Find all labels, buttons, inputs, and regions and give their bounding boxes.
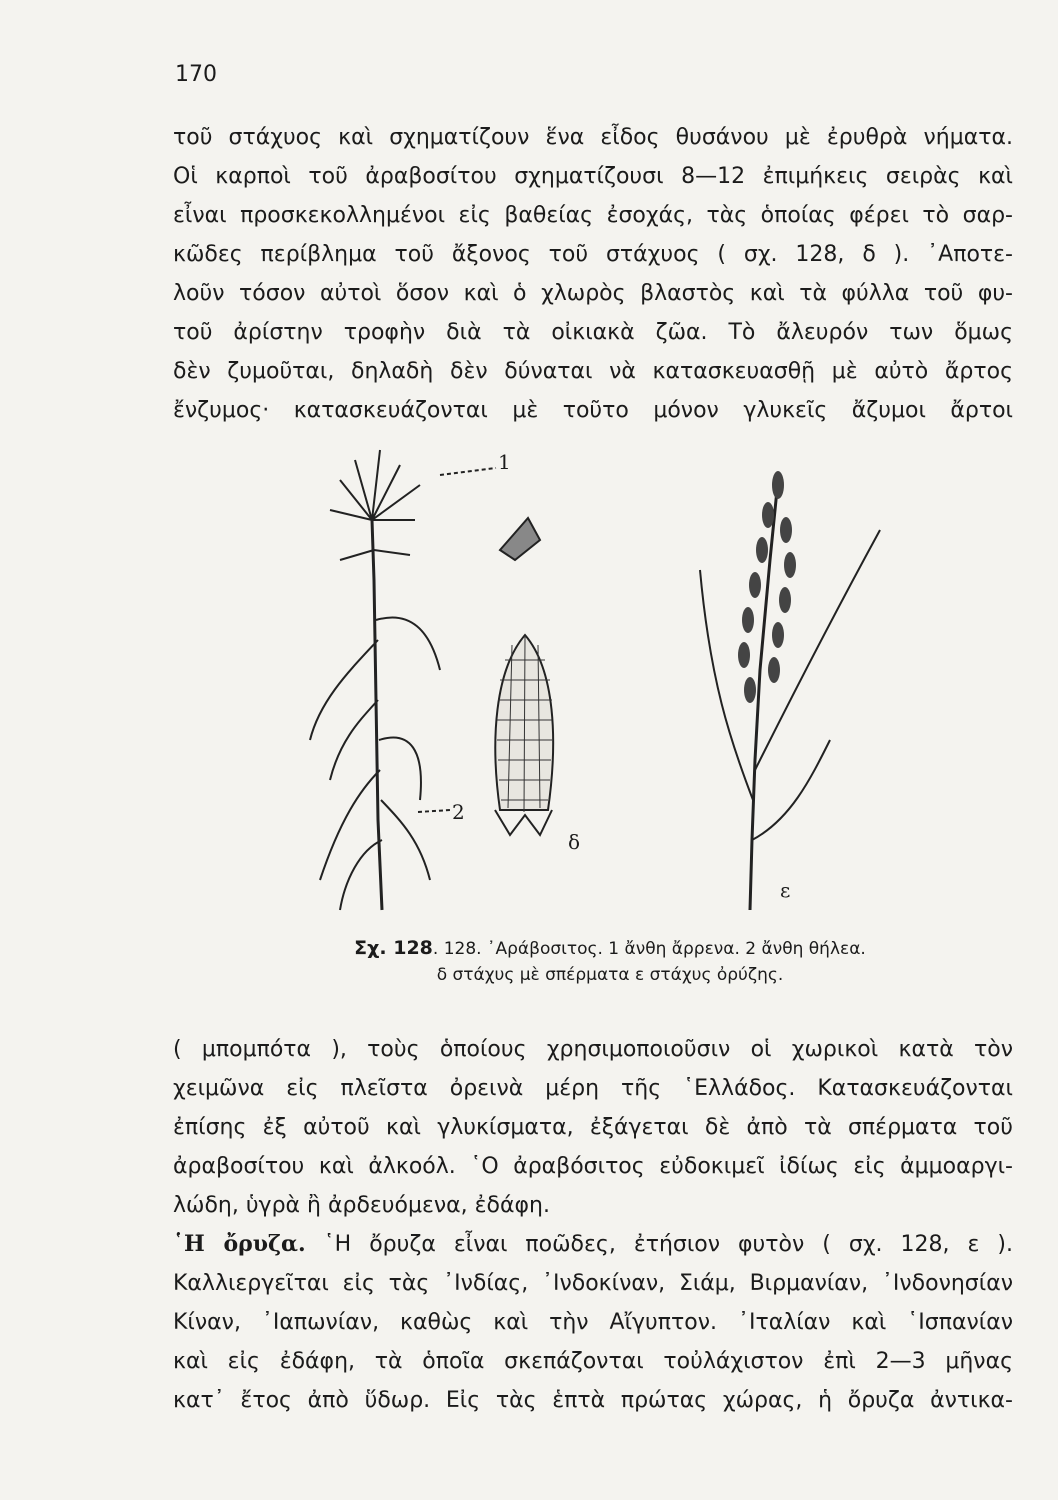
text-line: εἶναι προσκεκολλημένοι εἰς βαθείας ἐσοχάς, τὰς ὁποίας φέρει τὸ σαρ- bbox=[173, 203, 1013, 228]
text-line: ἀραβοσίτου καὶ ἀλκοόλ. ῾Ο ἀραβόσιτος εὐδοκιμεῖ ἰδίως εἰς ἀμμοαργι- bbox=[173, 1154, 1013, 1179]
text-line: λοῦν τόσον αὐτοὶ ὅσον καὶ ὁ χλωρὸς βλαστὸς καὶ τὰ φύλλα τοῦ φυ- bbox=[173, 281, 1013, 306]
corn-plant bbox=[310, 450, 496, 910]
text-line: δὲν ζυμοῦται, δηλαδὴ δὲν δύναται νὰ κατασκευασθῇ μὲ αὐτὸ ἄρτος bbox=[173, 359, 1013, 384]
text-line: ( μπομπότα ), τοὺς ὁποίους χρησιμοποιοῦσιν οἱ χωρικοὶ κατὰ τὸν bbox=[173, 1037, 1013, 1062]
corn-cob bbox=[495, 635, 553, 835]
text-line: Καλλιεργεῖται εἰς τὰς ᾿Ινδίας, ᾿Ινδοκίναν, Σιάμ, Βιρμανίαν, ᾿Ινδονησίαν bbox=[173, 1271, 1013, 1296]
rice-plant bbox=[700, 471, 880, 910]
text-line: ῾Η ὄρυζα εἶναι ποῶδες, ἐτήσιον φυτὸν ( σχ. 128, ε ). bbox=[323, 1232, 1014, 1257]
label-epsilon: ε bbox=[780, 878, 791, 902]
rice-heading: ῾Η ὄρυζα. bbox=[173, 1231, 306, 1257]
label-2: 2 bbox=[452, 800, 465, 824]
rice-paragraph-first-line bbox=[173, 1225, 1013, 1264]
figure-128 bbox=[300, 440, 920, 930]
text-line: κατ᾿ ἔτος ἀπὸ ὕδωρ. Εἰς τὰς ἑπτὰ πρώτας χώρας, ἡ ὄρυζα ἀντικα- bbox=[173, 1388, 1013, 1413]
corn-seed bbox=[500, 518, 540, 560]
text-line: ἔνζυμος· κατασκευάζονται μὲ τοῦτο μόνον γλυκεῖς ἄζυμοι ἄρτοι bbox=[173, 398, 1013, 423]
text-line: ἐπίσης ἐξ αὐτοῦ καὶ γλυκίσματα, ἐξάγεται δὲ ἀπὸ τὰ σπέρματα τοῦ bbox=[173, 1115, 1013, 1140]
text-line: Οἱ καρποὶ τοῦ ἀραβοσίτου σχηματίζουσι 8—12 ἐπιμήκεις σειρὰς καὶ bbox=[173, 164, 1013, 189]
text-line: τοῦ ἀρίστην τροφὴν διὰ τὰ οἰκιακὰ ζῶα. Τὸ ἄλευρόν των ὅμως bbox=[173, 320, 1013, 345]
figure-caption-line-2: δ στάχυς μὲ σπέρματα ε στάχυς ὀρύζης. bbox=[436, 965, 784, 985]
label-1: 1 bbox=[498, 450, 511, 474]
plant-illustration bbox=[300, 440, 920, 930]
text-line: τοῦ στάχυος καὶ σχηματίζουν ἕνα εἶδος θυσάνου μὲ ἐρυθρὰ νήματα. bbox=[173, 125, 1013, 150]
caption-text: . 128. ᾿Αράβοσιτος. 1 ἄνθη ἄρρενα. 2 ἄνθη θήλεα. bbox=[432, 939, 866, 959]
text-line: λώδη, ὑγρὰ ἢ ἀρδευόμενα, ἐδάφη. bbox=[173, 1193, 550, 1218]
paragraph-1 bbox=[173, 118, 1013, 430]
figure-caption-line-1 bbox=[290, 935, 930, 962]
figure-number: Σχ. 128 bbox=[354, 937, 433, 959]
label-delta: δ bbox=[568, 830, 581, 854]
text-line: καὶ εἰς ἐδάφη, τὰ ὁποῖα σκεπάζονται τοὐλάχιστον ἐπὶ 2—3 μῆνας bbox=[173, 1349, 1013, 1374]
text-line: κῶδες περίβλημα τοῦ ἄξονος τοῦ στάχυος ( σχ. 128, δ ). ᾿Αποτε- bbox=[173, 242, 1013, 267]
paragraph-2 bbox=[173, 1030, 1013, 1420]
page-number: 170 bbox=[175, 62, 217, 87]
text-line: Κίναν, ᾿Ιαπωνίαν, καθὼς καὶ τὴν Αἴγυπτον. ᾿Ιταλίαν καὶ ῾Ισπανίαν bbox=[173, 1310, 1013, 1335]
text-line: χειμῶνα εἰς πλεῖστα ὀρεινὰ μέρη τῆς ῾Ελλάδος. Κατασκευάζονται bbox=[173, 1076, 1013, 1101]
